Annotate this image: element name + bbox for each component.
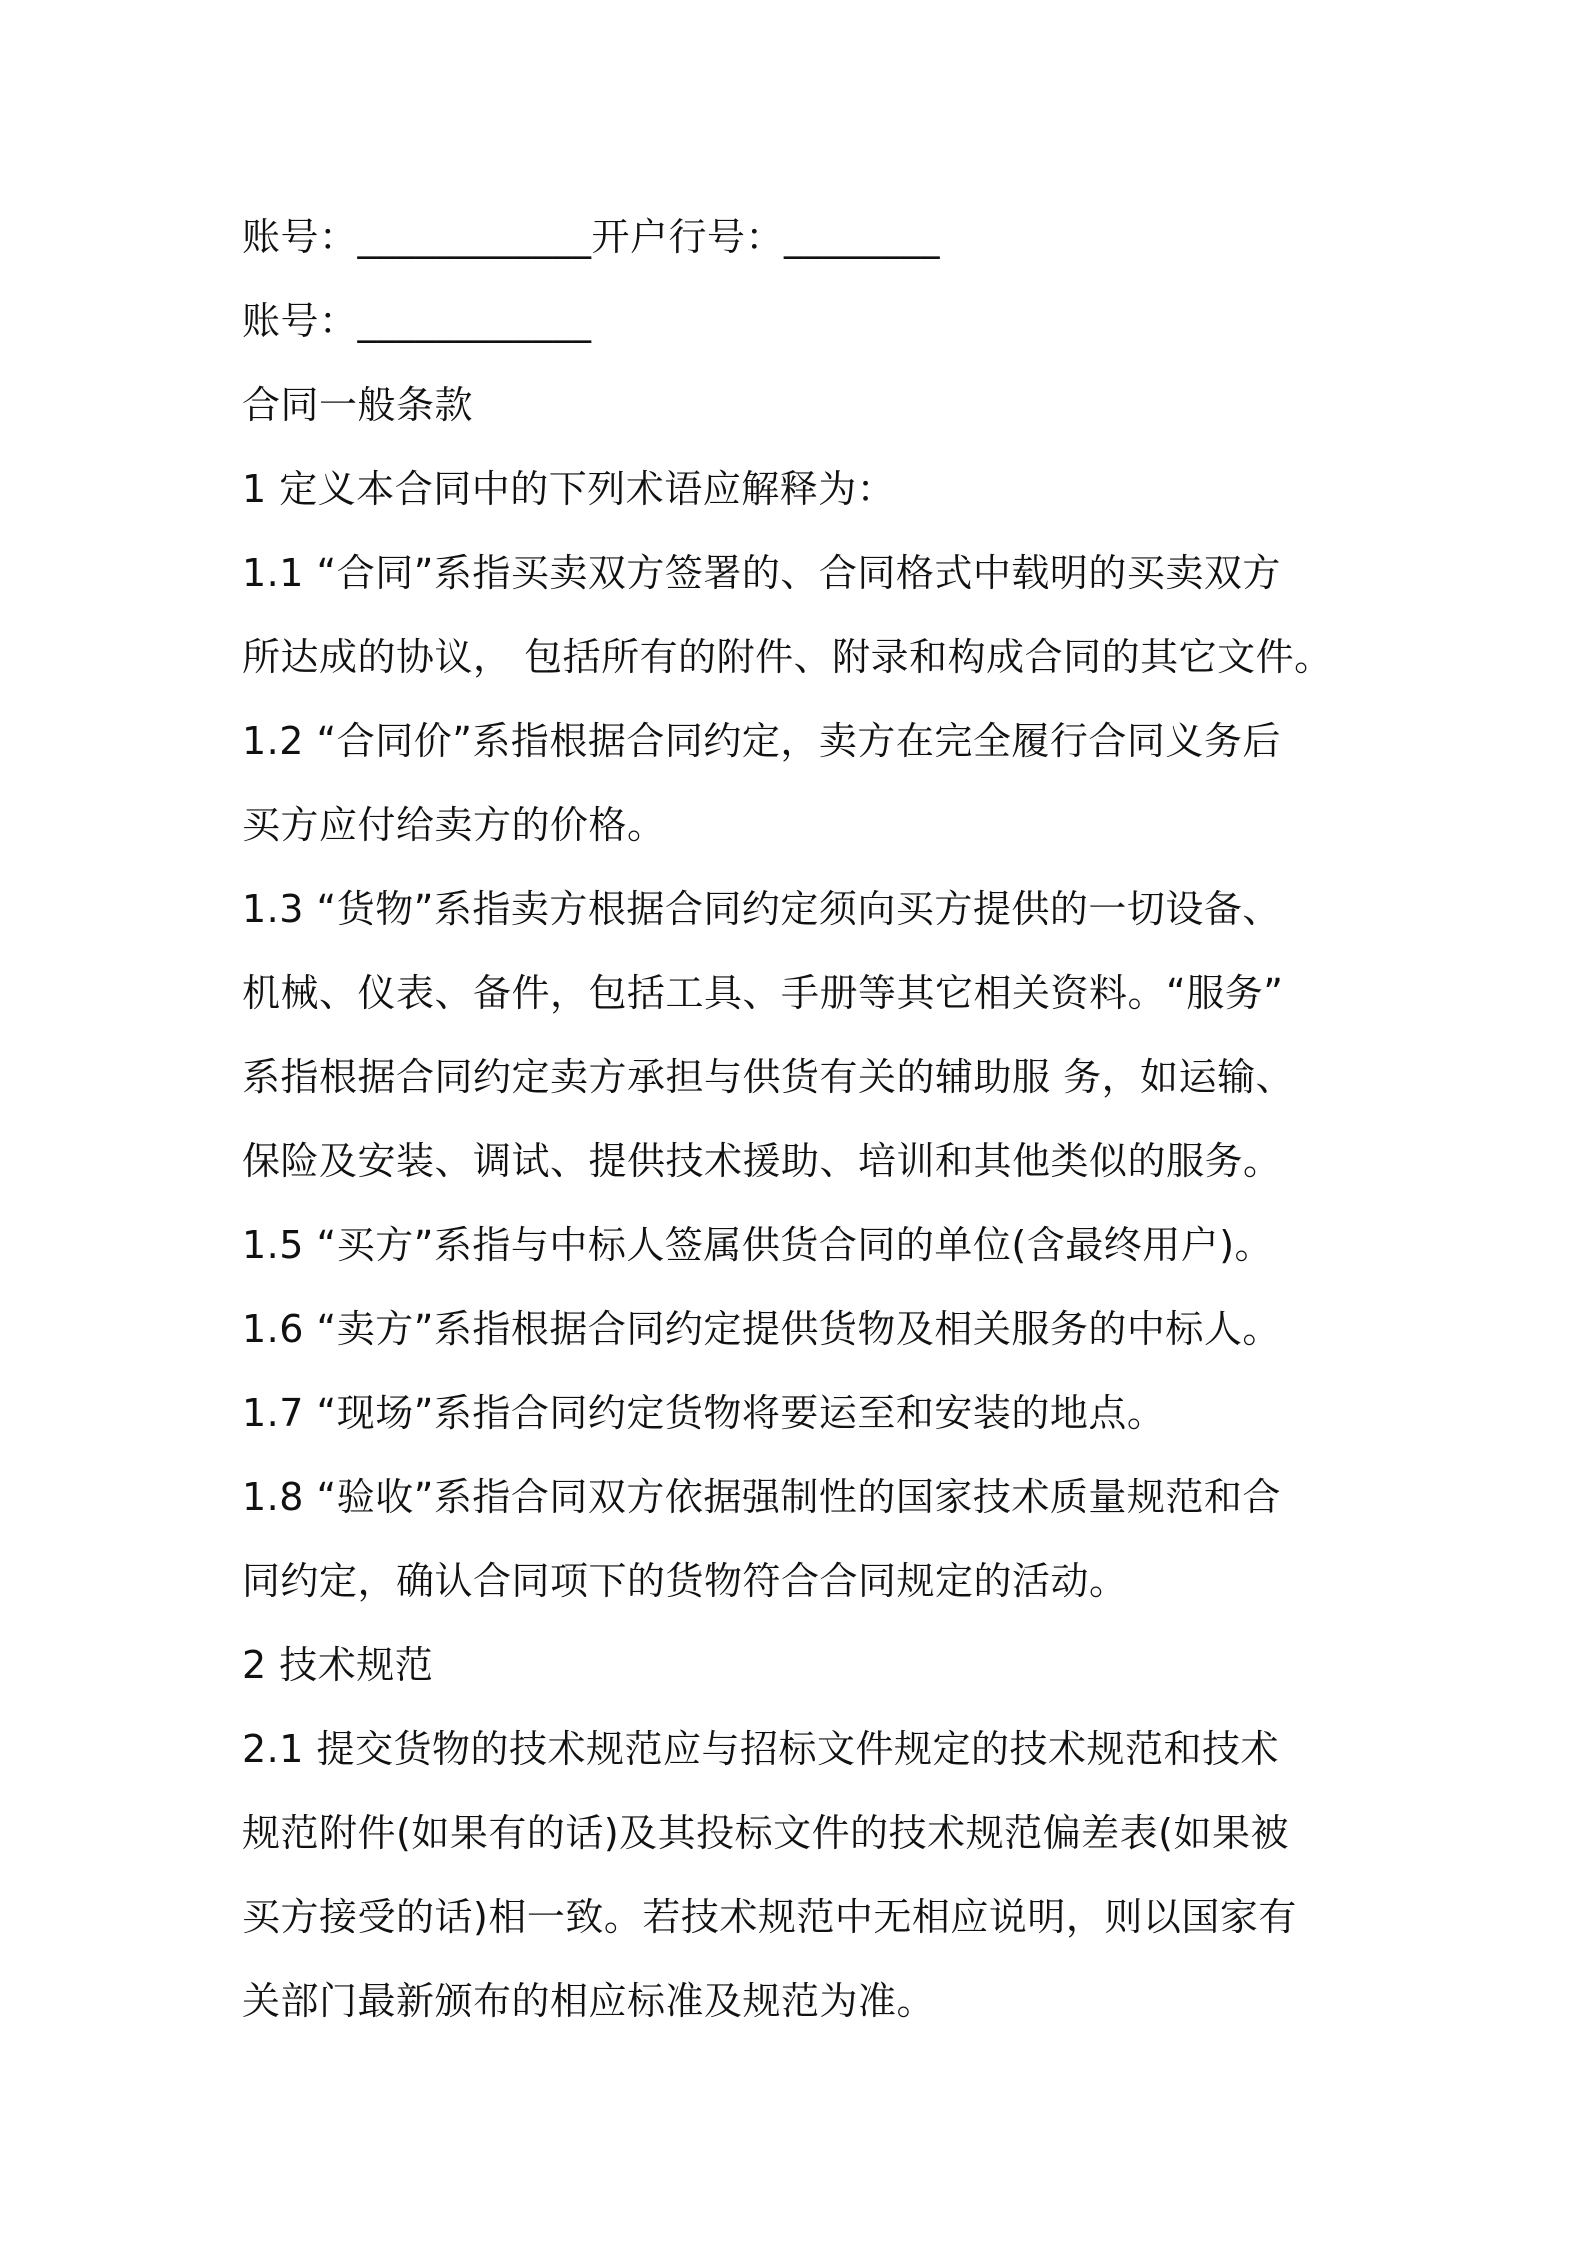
section-heading-general-terms: 合同一般条款 [242, 383, 474, 427]
clause-1-3-line-1: 1.3 “货物”系指卖方根据合同约定须向买方提供的一切设备、 [242, 887, 1281, 931]
clause-1-3-line-4: 保险及安装、调试、提供技术援助、培训和其他类似的服务。 [242, 1139, 1282, 1183]
clause-2-heading: 2 技术规范 [242, 1643, 434, 1687]
account-bank-line: 账号：____________开户行号：________ [242, 215, 941, 259]
clause-1-7: 1.7 “现场”系指合同约定货物将要运至和安装的地点。 [242, 1391, 1166, 1435]
document-body [242, 195, 1362, 2043]
clause-1-3-line-2: 机械、仪表、备件，包括工具、手册等其它相关资料。“服务” [242, 971, 1284, 1015]
clause-2-1-line-3: 买方接受的话)相一致。若技术规范中无相应说明，则以国家有 [242, 1895, 1297, 1939]
clause-2-1-line-4: 关部门最新颁布的相应标准及规范为准。 [242, 1979, 936, 2023]
clause-1-6: 1.6 “卖方”系指根据合同约定提供货物及相关服务的中标人。 [242, 1307, 1281, 1351]
clause-1-3-line-3: 系指根据合同约定卖方承担与供货有关的辅助服 务，如运输、 [242, 1055, 1295, 1099]
clause-1-heading: 1 定义本合同中的下列术语应解释为： [242, 467, 896, 511]
clause-1-2-line-1: 1.2 “合同价”系指根据合同约定，卖方在完全履行合同义务后 [242, 719, 1281, 763]
clause-1-1-line-1: 1.1 “合同”系指买卖双方签署的、合同格式中载明的买卖双方 [242, 551, 1281, 595]
clause-2-1-line-1: 2.1 提交货物的技术规范应与招标文件规定的技术规范和技术 [242, 1727, 1280, 1771]
clause-1-5: 1.5 “买方”系指与中标人签属供货合同的单位(含最终用户)。 [242, 1223, 1274, 1267]
clause-2-1-line-2: 规范附件(如果有的话)及其投标文件的技术规范偏差表(如果被 [242, 1811, 1289, 1855]
clause-1-1-line-2: 所达成的协议， 包括所有的附件、附录和构成合同的其它文件。 [242, 635, 1333, 679]
account-line: 账号：____________ [242, 299, 592, 343]
clause-1-8-line-1: 1.8 “验收”系指合同双方依据强制性的国家技术质量规范和合 [242, 1475, 1281, 1519]
clause-1-2-line-2: 买方应付给卖方的价格。 [242, 803, 666, 847]
clause-1-8-line-2: 同约定，确认合同项下的货物符合合同规定的活动。 [242, 1559, 1128, 1603]
